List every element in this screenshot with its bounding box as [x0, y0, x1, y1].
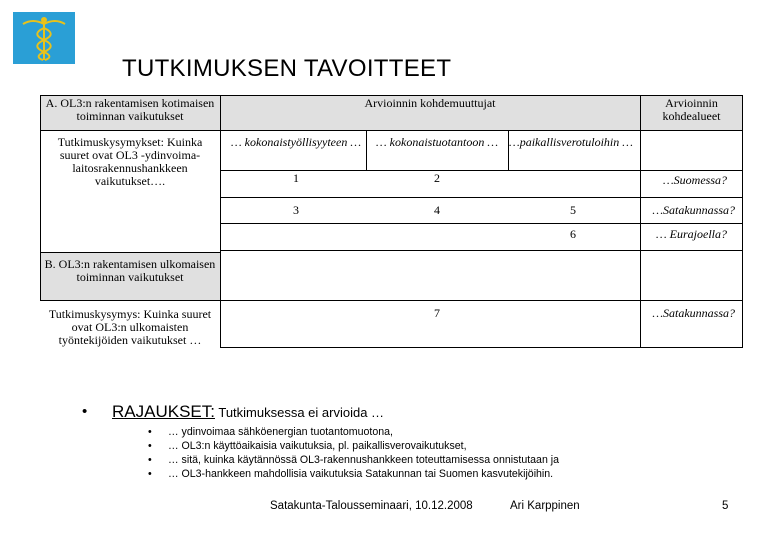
- footer-author: Ari Karppinen: [510, 500, 580, 512]
- list-item: • … ydinvoimaa sähköenergian tuotantomuotona,: [148, 426, 393, 438]
- section-b-header: [40, 252, 220, 300]
- targets-header: [220, 95, 640, 130]
- area-satakunta-b: …Satakunnassa?: [652, 306, 735, 320]
- cell-7: 7: [434, 306, 440, 320]
- area-eurajoki: … Eurajoella?: [656, 227, 727, 241]
- cell-2: 2: [434, 171, 440, 185]
- rajaukset-subtitle: Tutkimuksessa ei arvioida …: [214, 405, 385, 420]
- caduceus-logo: [13, 12, 75, 64]
- cell-6: 6: [570, 227, 576, 241]
- rajaukset-bullet: •: [82, 403, 88, 420]
- area-finland: …Suomessa?: [662, 173, 727, 187]
- areas-header: [640, 95, 743, 130]
- research-question-a: Tutkimuskysymykset: Kuinka suuret ovat OL3 -ydinvoima-laitosrakennushankkeen vaikutukset….: [57, 135, 203, 188]
- page-number: 5: [722, 500, 729, 512]
- rajaukset-heading: [112, 402, 384, 422]
- col-tax-revenue: …paikallisverotuloihin …: [509, 135, 633, 149]
- rajaukset-list: [148, 425, 559, 481]
- cell-1: 1: [293, 171, 299, 185]
- cell-3: 3: [293, 203, 299, 217]
- col-production: … kokonaistuotantoon …: [376, 135, 498, 149]
- page-title: TUTKIMUKSEN TAVOITTEET: [122, 55, 452, 82]
- list-item: • … OL3-hankkeen mahdollisia vaikutuksia Satakunnan tai Suomen kasvutekijöihin.: [148, 468, 554, 480]
- list-item: • … sitä, kuinka käytännössä OL3-rakennushankkeen toteuttamisessa onnistutaan ja: [148, 454, 560, 466]
- cell-5: 5: [570, 203, 576, 217]
- col-employment: … kokonaistyöllisyyteen …: [231, 135, 361, 149]
- rajaukset-label: RAJAUKSET:: [112, 402, 215, 421]
- section-a-header: [40, 95, 220, 130]
- targets-header-label: Arvioinnin kohdemuuttujat: [364, 96, 496, 110]
- section-b-label: B. OL3:n rakentamisen ulkomaisen toiminnan vaikutukset: [44, 257, 216, 284]
- list-item: • … OL3:n käyttöaikaisia vaikutuksia, pl. paikallisverovaikutukset,: [148, 440, 467, 452]
- cell-4: 4: [434, 203, 440, 217]
- footer-event: Satakunta-Talousseminaari, 10.12.2008: [270, 500, 473, 512]
- areas-header-label: Arvioinnin kohdealueet: [662, 96, 721, 123]
- section-a-label: A. OL3:n rakentamisen kotimaisen toiminnan vaikutukset: [45, 96, 215, 123]
- research-question-b: Tutkimuskysymys: Kuinka suuret ovat OL3:n ulkomaisten työntekijöiden vaikutukset …: [48, 307, 212, 347]
- area-satakunta: …Satakunnassa?: [652, 203, 735, 217]
